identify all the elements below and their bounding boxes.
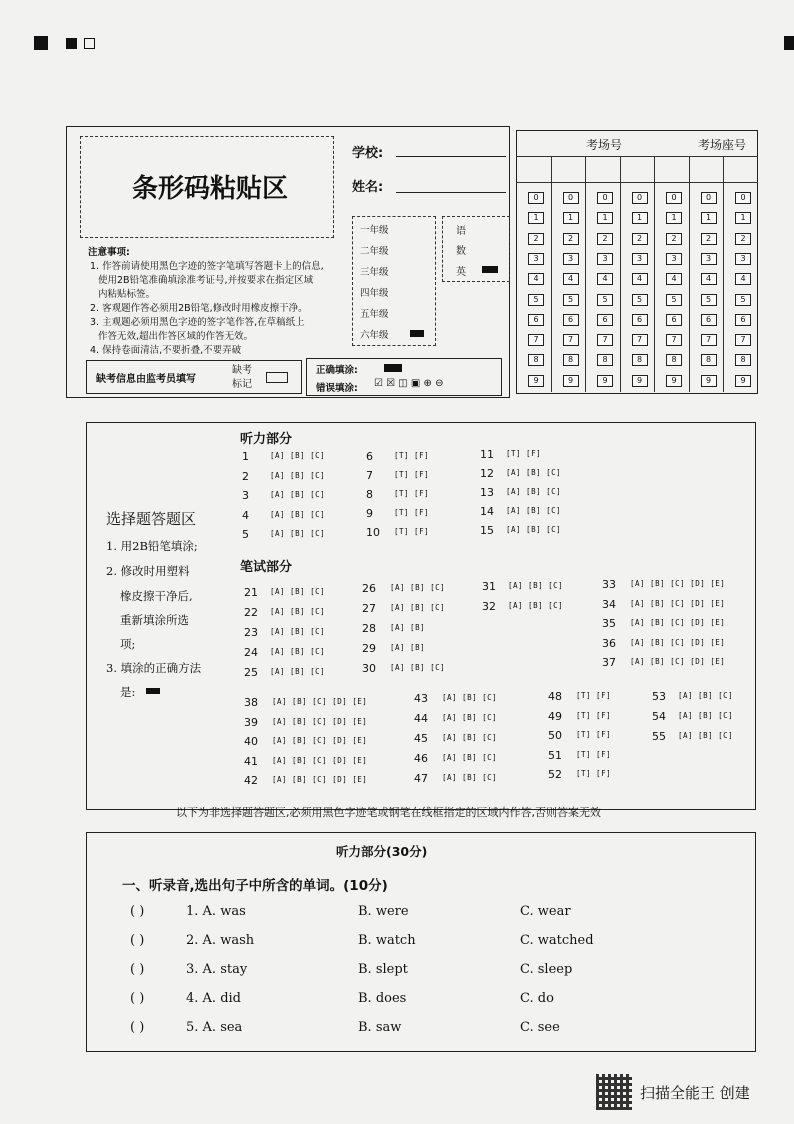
choice-rule: 3. 填涂的正确方法 (106, 661, 202, 675)
answer-options[interactable]: [A] [B] [C] (270, 529, 326, 538)
answer-options[interactable]: [A] [B] [C] (270, 451, 326, 460)
question-number: 26 (362, 582, 376, 595)
digit-bubble[interactable]: 6 (701, 314, 717, 326)
digit-bubble[interactable]: 1 (701, 212, 717, 224)
question-number: 12 (480, 467, 494, 480)
question-number: 44 (414, 712, 428, 725)
option-a: 4. A. did (186, 991, 241, 1006)
answer-options[interactable]: [A] [B] [C] [D] [E] (630, 598, 726, 608)
answer-options[interactable]: [A] [B] [C] [D] [E] (630, 579, 726, 588)
grade-2[interactable]: 二年级 (360, 246, 389, 257)
grade-1[interactable]: 一年级 (360, 225, 389, 236)
subject-math[interactable]: 数 (456, 246, 466, 257)
question-number: 14 (480, 505, 494, 518)
question-number: 41 (244, 754, 258, 768)
scanner-credit: 扫描全能王 创建 (640, 1084, 750, 1102)
option-c: C. sleep (520, 962, 573, 977)
grade-6[interactable]: 六年级 (360, 330, 389, 341)
digit-bubble[interactable]: 4 (597, 273, 613, 285)
option-a: 5. A. sea (186, 1020, 243, 1035)
digit-bubble[interactable]: 9 (563, 375, 579, 387)
answer-options[interactable]: [A] [B] (390, 643, 426, 652)
seat-label: 考场座号 (698, 138, 747, 152)
digit-bubble[interactable]: 9 (735, 375, 751, 387)
digit-bubble[interactable]: 5 (666, 294, 682, 306)
note-line: 使用2B铅笔准确填涂准考证号,并按要求在指定区域 (98, 275, 314, 286)
digit-bubble[interactable]: 0 (528, 192, 544, 204)
answer-options[interactable]: [A] [B] [C] (390, 583, 446, 592)
answer-options[interactable]: [A] [B] [C] (270, 509, 326, 519)
question-number: 29 (362, 642, 376, 655)
barcode-area-label: 条形码粘贴区 (132, 174, 289, 204)
question-number: 49 (548, 709, 562, 723)
digit-bubble[interactable]: 4 (528, 273, 544, 285)
question-number: 55 (652, 730, 666, 743)
question-number: 27 (362, 602, 376, 615)
subject-english-fill (482, 266, 498, 273)
question-number: 37 (602, 656, 616, 669)
answer-options[interactable]: [A] [B] [C] (442, 693, 498, 702)
digit-bubble[interactable]: 7 (632, 334, 648, 346)
digit-bubble[interactable]: 5 (563, 294, 579, 306)
digit-bubble[interactable]: 4 (666, 273, 682, 285)
question-number: 40 (244, 735, 258, 748)
answer-paren[interactable]: ( ) (130, 991, 145, 1006)
digit-bubble[interactable]: 3 (666, 253, 682, 265)
question-number: 46 (414, 752, 428, 765)
digit-bubble[interactable]: 1 (735, 212, 751, 224)
note-line: 4. 保持卷面清洁,不要折叠,不要弄破 (90, 345, 242, 356)
answer-options[interactable]: [A] [B] [C] (506, 506, 562, 515)
notes-title: 注意事项: (88, 247, 130, 258)
answer-options[interactable]: [A] [B] [C] (270, 627, 326, 636)
digit-bubble[interactable]: 6 (597, 314, 613, 326)
answer-options[interactable]: [A] [B] [C] (506, 468, 562, 477)
digit-bubble[interactable]: 6 (666, 314, 682, 326)
digit-bubble[interactable]: 2 (735, 233, 751, 245)
writing-heading: 笔试部分 (240, 560, 293, 575)
note-line: 作答无效,超出作答区域的作答无效。 (98, 331, 254, 342)
digit-bubble[interactable]: 8 (735, 354, 751, 366)
subject-grid (442, 216, 510, 282)
digit-bubble[interactable]: 7 (735, 334, 751, 346)
note-line: 内粘贴标签。 (98, 289, 156, 300)
subject-english[interactable]: 英 (456, 267, 466, 278)
option-b: B. saw (358, 1020, 402, 1035)
question-number: 50 (548, 729, 562, 742)
answer-options[interactable]: [A] [B] [C] [D] [E] (630, 618, 726, 627)
answer-options[interactable]: [A] [B] (390, 623, 426, 632)
answer-options[interactable]: [A] [B] [C] [D] [E] (272, 775, 368, 784)
answer-options[interactable]: [A] [B] [C] (508, 601, 564, 610)
answer-options[interactable]: [A] [B] [C] (390, 603, 446, 612)
grid-column-divider (689, 156, 690, 392)
option-c: C. watched (520, 933, 594, 948)
answer-paren[interactable]: ( ) (130, 904, 145, 919)
choice-title: 选择题答题区 (106, 510, 197, 528)
answer-options[interactable]: [T] [F] (394, 508, 430, 517)
correct-fill-sample (384, 364, 402, 372)
digit-bubble[interactable]: 8 (597, 354, 613, 366)
grid-column-divider (654, 156, 655, 392)
corner-mark-hollow (84, 38, 95, 49)
digit-bubble[interactable]: 9 (701, 375, 717, 387)
answer-options[interactable]: [A] [B] [C] [D] [E] (630, 657, 726, 666)
digit-bubble[interactable]: 5 (701, 294, 717, 306)
digit-bubble[interactable]: 5 (735, 294, 751, 306)
digit-bubble[interactable]: 1 (563, 212, 579, 224)
answer-options[interactable]: [A] [B] [C] (270, 490, 326, 499)
note-line: 1. 作答前请使用黑色字迹的签字笔填写答题卡上的信息, (90, 261, 324, 272)
digit-bubble[interactable]: 3 (632, 253, 648, 265)
qr-code-icon (596, 1074, 632, 1110)
grade-5[interactable]: 五年级 (360, 309, 389, 320)
digit-bubble[interactable]: 4 (632, 273, 648, 285)
digit-bubble[interactable]: 7 (666, 334, 682, 346)
digit-bubble[interactable]: 2 (666, 233, 682, 245)
digit-bubble[interactable]: 8 (528, 354, 544, 366)
answer-options[interactable]: [T] [F] (506, 449, 542, 458)
question-number: 51 (548, 748, 562, 762)
absent-mark-label: 缺考标记 (232, 365, 252, 390)
question-number: 15 (480, 524, 494, 537)
answer-options[interactable]: [T] [F] (394, 527, 430, 536)
question-number: 38 (244, 696, 258, 709)
corner-mark-right (784, 36, 794, 50)
question-number: 1 (242, 450, 249, 463)
exam-grid-header-line (516, 156, 758, 157)
digit-bubble[interactable]: 8 (666, 354, 682, 366)
digit-bubble[interactable]: 9 (632, 375, 648, 387)
answer-options[interactable]: [A] [B] [C] (270, 607, 326, 616)
question-number: 39 (244, 715, 258, 729)
name-label: 姓名: (352, 180, 384, 195)
wrong-fill-label: 错误填涂: (316, 383, 358, 394)
question-number: 36 (602, 636, 616, 650)
answer-options[interactable]: [A] [B] [C] [D] [E] (630, 637, 726, 647)
digit-bubble[interactable]: 1 (666, 212, 682, 224)
choice-rule: 1. 用2B铅笔填涂; (106, 539, 198, 553)
corner-mark-left (34, 36, 48, 50)
question-number: 35 (602, 617, 616, 630)
digit-bubble[interactable]: 0 (563, 192, 579, 204)
answer-paren[interactable]: ( ) (130, 1020, 145, 1035)
question-number: 4 (242, 508, 249, 522)
school-label: 学校: (352, 146, 384, 161)
digit-bubble[interactable]: 3 (563, 253, 579, 265)
question-number: 30 (362, 662, 376, 675)
answer-options[interactable]: [A] [B] [C] (270, 470, 326, 480)
question-number: 43 (414, 692, 428, 705)
correct-fill-example (146, 688, 160, 694)
digit-bubble[interactable]: 3 (701, 253, 717, 265)
answer-options[interactable]: [A] [B] [C] [D] [E] (272, 755, 368, 765)
option-a: 1. A. was (186, 904, 246, 919)
answer-options[interactable]: [A] [B] [C] (678, 731, 734, 740)
answer-options[interactable]: [A] [B] [C] (270, 667, 326, 676)
answer-options[interactable]: [T] [F] (394, 470, 430, 479)
digit-bubble[interactable]: 6 (528, 314, 544, 326)
answer-options[interactable]: [A] [B] [C] (442, 753, 498, 762)
question-number: 54 (652, 710, 666, 723)
digit-bubble[interactable]: 7 (597, 334, 613, 346)
note-line: 3. 主观题必须用黑色字迹的签字笔作答,在草稿纸上 (90, 317, 305, 328)
digit-bubble[interactable]: 5 (597, 294, 613, 306)
subject-chinese[interactable]: 语 (456, 226, 466, 237)
choice-rule: 重新填涂所选 (120, 613, 189, 627)
question-number: 22 (244, 606, 258, 619)
choice-rule: 是: (120, 685, 136, 699)
answer-options[interactable]: [A] [B] [C] [D] [E] (272, 716, 368, 726)
correct-fill-label: 正确填涂: (316, 365, 358, 376)
digit-bubble[interactable]: 0 (632, 192, 648, 204)
answer-options[interactable]: [T] [F] (576, 749, 612, 759)
question-number: 13 (480, 486, 494, 499)
question-number: 47 (414, 772, 428, 785)
question-number: 10 (366, 526, 380, 539)
digit-bubble[interactable]: 6 (735, 314, 751, 326)
digit-bubble[interactable]: 8 (563, 354, 579, 366)
school-field[interactable] (396, 156, 506, 157)
digit-bubble[interactable]: 6 (632, 314, 648, 326)
digit-bubble[interactable]: 7 (528, 334, 544, 346)
answer-options[interactable]: [T] [F] (576, 730, 612, 739)
choice-rule: 2. 修改时用塑料 (106, 564, 190, 578)
digit-bubble[interactable]: 8 (632, 354, 648, 366)
question-number: 48 (548, 690, 562, 703)
option-b: B. watch (358, 933, 416, 948)
option-b: B. slept (358, 962, 408, 977)
digit-bubble[interactable]: 7 (701, 334, 717, 346)
digit-bubble[interactable]: 2 (563, 233, 579, 245)
digit-bubble[interactable]: 1 (528, 212, 544, 224)
option-c: C. wear (520, 904, 571, 919)
choice-rule: 项; (120, 637, 136, 651)
absent-label: 缺考信息由监考员填写 (96, 374, 196, 385)
digit-bubble[interactable]: 9 (666, 375, 682, 387)
digit-bubble[interactable]: 9 (597, 375, 613, 387)
question-number: 23 (244, 626, 258, 639)
answer-options[interactable]: [A] [B] [C] (442, 713, 498, 722)
digit-bubble[interactable]: 3 (597, 253, 613, 265)
choice-rule: 橡皮擦干净后, (120, 589, 193, 603)
listening-section-heading: 一、听录音,选出句子中所含的单词。(10分) (122, 878, 388, 894)
answer-options[interactable]: [A] [B] [C] (390, 663, 446, 672)
answer-options[interactable]: [A] [B] [C] (678, 691, 734, 700)
digit-bubble[interactable]: 3 (528, 253, 544, 265)
question-number: 52 (548, 768, 562, 781)
grade-4[interactable]: 四年级 (360, 288, 389, 299)
corner-mark-small (66, 38, 77, 49)
question-number: 42 (244, 774, 258, 787)
answer-options[interactable]: [A] [B] [C] (508, 581, 564, 590)
listening-title: 听力部分(30分) (336, 844, 428, 859)
answer-options[interactable]: [T] [F] (394, 489, 430, 498)
digit-bubble[interactable]: 2 (701, 233, 717, 245)
digit-bubble[interactable]: 8 (701, 354, 717, 366)
digit-bubble[interactable]: 9 (528, 375, 544, 387)
digit-bubble[interactable]: 1 (597, 212, 613, 224)
answer-options[interactable]: [A] [B] [C] (506, 525, 562, 534)
answer-options[interactable]: [T] [F] (576, 691, 612, 700)
nonchoice-notice: 以下为非选择题答题区,必须用黑色字迹笔或钢笔在线框指定的区域内作答,否则答案无效 (176, 806, 601, 819)
digit-bubble[interactable]: 0 (597, 192, 613, 204)
digit-bubble[interactable]: 2 (632, 233, 648, 245)
grid-column-divider (551, 156, 552, 392)
answer-options[interactable]: [A] [B] [C] [D] [E] (272, 736, 368, 745)
question-number: 33 (602, 578, 616, 591)
answer-options[interactable]: [A] [B] [C] (270, 647, 326, 656)
question-number: 32 (482, 600, 496, 613)
question-number: 9 (366, 507, 373, 520)
digit-bubble[interactable]: 5 (632, 294, 648, 306)
grid-column-divider (585, 156, 586, 392)
digit-bubble[interactable]: 4 (563, 273, 579, 285)
option-c: C. do (520, 991, 554, 1006)
answer-paren[interactable]: ( ) (130, 962, 145, 977)
grade-6-fill (410, 330, 424, 337)
exam-grid-header-line (516, 182, 758, 183)
exam-room-label: 考场号 (586, 138, 623, 152)
digit-bubble[interactable]: 6 (563, 314, 579, 326)
digit-bubble[interactable]: 7 (563, 334, 579, 346)
option-a: 2. A. wash (186, 933, 255, 948)
question-number: 8 (366, 488, 373, 501)
digit-bubble[interactable]: 4 (701, 273, 717, 285)
answer-options[interactable]: [A] [B] [C] (442, 733, 498, 742)
grid-column-divider (723, 156, 724, 392)
question-number: 25 (244, 666, 258, 679)
question-number: 53 (652, 690, 666, 703)
answer-options[interactable]: [A] [B] [C] (678, 711, 734, 720)
option-b: B. does (358, 991, 407, 1006)
option-c: C. see (520, 1020, 560, 1035)
answer-options[interactable]: [T] [F] (394, 451, 430, 460)
option-a: 3. A. stay (186, 962, 248, 977)
wrong-fill-samples-icon: ☑ ☒ ◫ ▣ ⊕ ⊖ (374, 378, 444, 389)
answer-options[interactable]: [A] [B] [C] (442, 773, 498, 782)
note-line: 2. 客观题作答必须用2B铅笔,修改时用橡皮擦干净。 (90, 303, 308, 314)
question-number: 24 (244, 646, 258, 659)
question-number: 28 (362, 622, 376, 635)
digit-bubble[interactable]: 0 (666, 192, 682, 204)
answer-options[interactable]: [A] [B] [C] (270, 587, 326, 596)
question-number: 45 (414, 732, 428, 745)
question-number: 7 (366, 469, 373, 482)
digit-bubble[interactable]: 5 (528, 294, 544, 306)
digit-bubble[interactable]: 1 (632, 212, 648, 224)
grade-3[interactable]: 三年级 (360, 267, 389, 278)
digit-bubble[interactable]: 0 (701, 192, 717, 204)
question-number: 2 (242, 469, 249, 483)
answer-paren[interactable]: ( ) (130, 933, 145, 948)
question-number: 6 (366, 450, 373, 463)
answer-options[interactable]: [A] [B] [C] [D] [E] (272, 697, 368, 706)
absent-mark-box[interactable] (266, 372, 288, 383)
digit-bubble[interactable]: 4 (735, 273, 751, 285)
digit-bubble[interactable]: 2 (528, 233, 544, 245)
question-number: 34 (602, 597, 616, 611)
listening-heading: 听力部分 (240, 432, 293, 447)
digit-bubble[interactable]: 0 (735, 192, 751, 204)
grid-column-divider (620, 156, 621, 392)
question-number: 31 (482, 580, 496, 593)
answer-options[interactable]: [T] [F] (576, 769, 612, 778)
name-field[interactable] (396, 192, 506, 193)
digit-bubble[interactable]: 2 (597, 233, 613, 245)
option-b: B. were (358, 904, 409, 919)
question-number: 3 (242, 489, 249, 502)
question-number: 21 (244, 586, 258, 599)
question-number: 11 (480, 448, 494, 461)
digit-bubble[interactable]: 3 (735, 253, 751, 265)
question-number: 5 (242, 528, 249, 541)
answer-options[interactable]: [A] [B] [C] (506, 487, 562, 496)
answer-options[interactable]: [T] [F] (576, 710, 612, 720)
